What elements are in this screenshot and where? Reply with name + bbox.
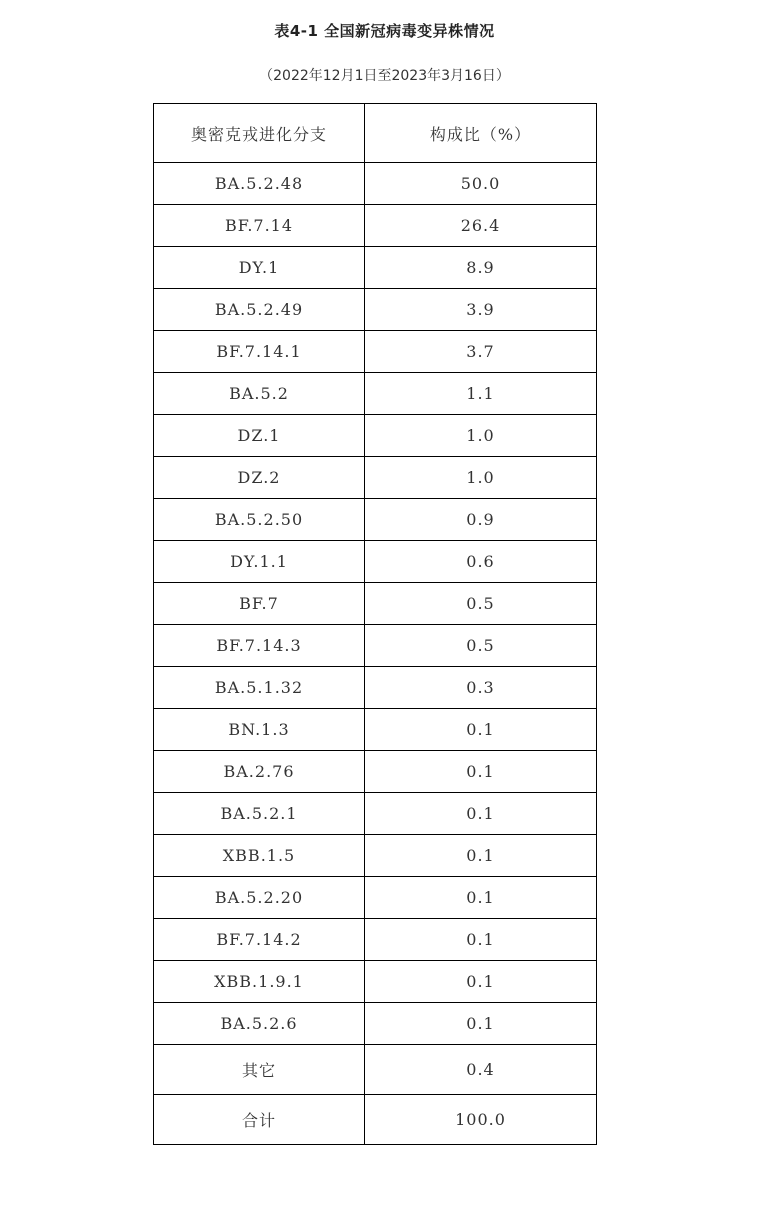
table-row: [154, 331, 597, 373]
table-row: [154, 877, 597, 919]
table-row: [154, 835, 597, 877]
table-row: [154, 709, 597, 751]
table-row: [154, 583, 597, 625]
header-branch: 奥密克戎进化分支: [154, 104, 365, 163]
table-row: [154, 667, 597, 709]
proportion-cell: 1.1: [365, 373, 597, 415]
proportion-cell: 1.0: [365, 415, 597, 457]
total-label-cell: 合计: [154, 1095, 365, 1145]
branch-cell: BA.5.2.50: [154, 499, 365, 541]
branch-cell: BF.7: [154, 583, 365, 625]
branch-cell: BA.5.2.49: [154, 289, 365, 331]
proportion-cell: 26.4: [365, 205, 597, 247]
table-row: [154, 541, 597, 583]
branch-cell: BF.7.14.3: [154, 625, 365, 667]
table-row: [154, 289, 597, 331]
branch-cell: XBB.1.9.1: [154, 961, 365, 1003]
header-row: [154, 104, 597, 163]
branch-cell: BA.5.1.32: [154, 667, 365, 709]
proportion-cell: 8.9: [365, 247, 597, 289]
proportion-cell: 0.5: [365, 625, 597, 667]
branch-cell: BF.7.14.2: [154, 919, 365, 961]
proportion-cell: 0.1: [365, 877, 597, 919]
table-row: [154, 457, 597, 499]
table-row: [154, 793, 597, 835]
table-row: [154, 205, 597, 247]
variant-table: [153, 103, 597, 1145]
proportion-cell: 0.6: [365, 541, 597, 583]
table-row: [154, 415, 597, 457]
proportion-cell: 0.1: [365, 961, 597, 1003]
branch-cell: BF.7.14.1: [154, 331, 365, 373]
branch-cell: 其它: [154, 1045, 365, 1095]
table-row: [154, 247, 597, 289]
branch-cell: XBB.1.5: [154, 835, 365, 877]
table-row: [154, 1003, 597, 1045]
branch-cell: BA.5.2: [154, 373, 365, 415]
table-row: [154, 499, 597, 541]
table-row: [154, 961, 597, 1003]
proportion-cell: 0.1: [365, 835, 597, 877]
proportion-cell: 50.0: [365, 163, 597, 205]
proportion-cell: 3.7: [365, 331, 597, 373]
proportion-cell: 1.0: [365, 457, 597, 499]
proportion-cell: 0.4: [365, 1045, 597, 1095]
table-row: [154, 373, 597, 415]
branch-cell: DY.1.1: [154, 541, 365, 583]
branch-cell: DZ.2: [154, 457, 365, 499]
branch-cell: BA.2.76: [154, 751, 365, 793]
table-subtitle: （2022年12月1日至2023年3月16日）: [259, 68, 510, 84]
proportion-cell: 0.1: [365, 1003, 597, 1045]
proportion-cell: 0.1: [365, 793, 597, 835]
table-row: [154, 919, 597, 961]
branch-cell: DZ.1: [154, 415, 365, 457]
branch-cell: DY.1: [154, 247, 365, 289]
proportion-cell: 0.1: [365, 751, 597, 793]
branch-cell: BF.7.14: [154, 205, 365, 247]
branch-cell: BN.1.3: [154, 709, 365, 751]
table-row: [154, 1045, 597, 1095]
proportion-cell: 0.1: [365, 919, 597, 961]
proportion-cell: 3.9: [365, 289, 597, 331]
proportion-cell: 0.3: [365, 667, 597, 709]
table-title: 表4-1 全国新冠病毒变异株情况: [274, 22, 495, 40]
proportion-cell: 0.1: [365, 709, 597, 751]
branch-cell: BA.5.2.1: [154, 793, 365, 835]
table-row: [154, 625, 597, 667]
total-row: [154, 1095, 597, 1145]
branch-cell: BA.5.2.20: [154, 877, 365, 919]
proportion-cell: 0.5: [365, 583, 597, 625]
total-value-cell: 100.0: [365, 1095, 597, 1145]
proportion-cell: 0.9: [365, 499, 597, 541]
branch-cell: BA.5.2.6: [154, 1003, 365, 1045]
table-row: [154, 751, 597, 793]
header-proportion: 构成比（%）: [365, 104, 597, 163]
branch-cell: BA.5.2.48: [154, 163, 365, 205]
table-row: [154, 163, 597, 205]
